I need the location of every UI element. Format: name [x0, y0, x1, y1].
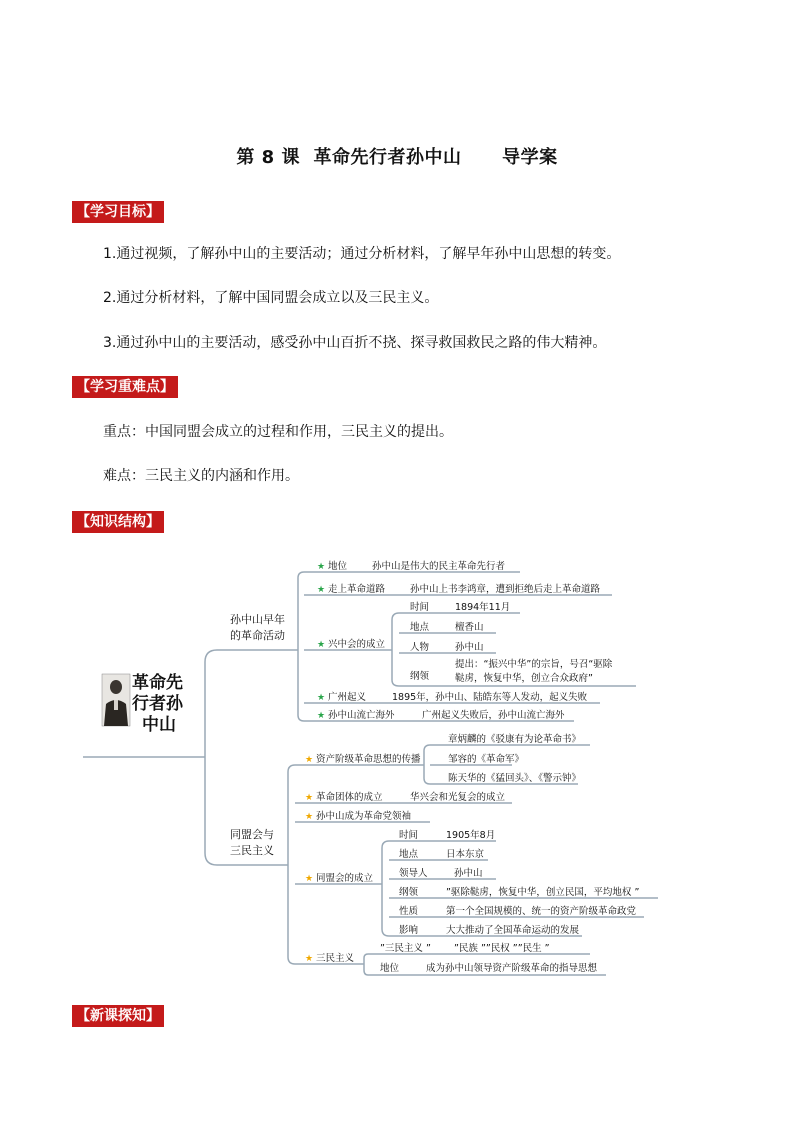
- goal-item-2: 2.通过分析材料，了解中国同盟会成立以及三民主义。: [103, 290, 439, 306]
- xzh-time-text: 1894年11月: [455, 602, 511, 613]
- node-road-label: 走上革命道路: [328, 584, 386, 595]
- node-leader-label: 孙中山成为革命党领袖: [316, 811, 412, 822]
- star-icon: ★: [317, 585, 326, 595]
- smzy-content: ”民族 ””民权 ””民生 ”: [454, 943, 550, 954]
- tmh-program-label: 纲领: [399, 887, 419, 898]
- node-tongmenghui-label: 同盟会的成立: [316, 873, 374, 884]
- section-tag-keypoints: 【学习重难点】: [72, 376, 178, 398]
- tmh-effect-label: 影响: [399, 925, 419, 936]
- branch-early-activities-line2: 的革命活动: [230, 629, 285, 642]
- tmh-nature-label: 性质: [399, 906, 419, 917]
- spread-item-1: 章炳麟的《驳康有为论革命书》: [448, 734, 582, 745]
- tmh-place-label: 地点: [399, 849, 419, 860]
- xzh-program-line1: 提出：“振兴中华”的宗旨，号召“驱除: [455, 659, 613, 670]
- node-status-label: 地位: [328, 561, 348, 572]
- tmh-effect-text: 大大推动了全国革命运动的发展: [446, 925, 580, 936]
- tmh-leader-label: 领导人: [399, 868, 428, 879]
- node-guangzhou-label: 广州起义: [328, 692, 367, 703]
- spread-item-3: 陈天华的《猛回头》、《警示钟》: [448, 773, 582, 784]
- xzh-program-line2: 鞑虏，恢复中华，创立合众政府”: [455, 673, 593, 684]
- branch-tongmenghui-line1: 同盟会与: [230, 828, 274, 841]
- node-sanminzhuyi-label: 三民主义: [316, 953, 355, 964]
- star-icon: ★: [317, 711, 326, 721]
- star-icon: ★: [305, 812, 314, 822]
- xzh-program-label: 纲领: [410, 671, 430, 682]
- xzh-person-label: 人物: [410, 642, 430, 653]
- node-road-text: 孙中山上书李鸿章，遭到拒绝后走上革命道路: [410, 584, 601, 595]
- node-status-text: 孙中山是伟大的民主革命先行者: [372, 561, 506, 572]
- star-icon: ★: [317, 562, 326, 572]
- star-icon: ★: [305, 755, 314, 765]
- tmh-time-text: 1905年8月: [446, 830, 496, 841]
- smzy-name: ”三民主义 ”: [380, 943, 431, 954]
- mindmap-root-line1: 革命先: [132, 673, 183, 693]
- xzh-place-text: 檀香山: [455, 622, 484, 633]
- node-exile-text: 广州起义失败后，孙中山流亡海外: [422, 710, 565, 721]
- branch-early-activities-line1: 孙中山早年: [230, 613, 285, 626]
- tmh-place-text: 日本东京: [446, 849, 485, 860]
- section-tag-structure: 【知识结构】: [72, 511, 164, 533]
- node-spread-label: 资产阶级革命思想的传播: [316, 754, 421, 765]
- mindmap-root-line2: 行者孙: [132, 694, 183, 714]
- section-tag-goals: 【学习目标】: [72, 201, 164, 223]
- xzh-place-label: 地点: [410, 622, 430, 633]
- difficult-point: 难点：三民主义的内涵和作用。: [103, 468, 299, 484]
- page-title: 第 8 课 革命先行者孙中山 导学案: [236, 147, 558, 168]
- node-groups-label: 革命团体的成立: [316, 792, 383, 803]
- star-icon: ★: [317, 693, 326, 703]
- branch-tongmenghui-line2: 三民主义: [230, 844, 274, 857]
- xzh-person-text: 孙中山: [455, 642, 484, 653]
- goal-item-1: 1.通过视频，了解孙中山的主要活动；通过分析材料，了解早年孙中山思想的转变。: [103, 246, 621, 262]
- node-groups-text: 华兴会和光复会的成立: [410, 792, 506, 803]
- tmh-program-text: ”驱除鞑虏，恢复中华，创立民国，平均地权 ”: [446, 887, 640, 898]
- section-tag-explore: 【新课探知】: [72, 1005, 164, 1027]
- portrait-image: [102, 674, 130, 726]
- node-exile-label: 孙中山流亡海外: [328, 710, 395, 721]
- goal-item-3: 3.通过孙中山的主要活动，感受孙中山百折不挠、探寻救国救民之路的伟大精神。: [103, 335, 607, 351]
- node-xingzhonghui-label: 兴中会的成立: [328, 639, 386, 650]
- star-icon: ★: [305, 793, 314, 803]
- xzh-time-label: 时间: [410, 602, 430, 613]
- tmh-time-label: 时间: [399, 830, 419, 841]
- tmh-nature-text: 第一个全国规模的、统一的资产阶级革命政党: [446, 906, 637, 917]
- star-icon: ★: [305, 874, 314, 884]
- smzy-status-label: 地位: [380, 963, 400, 974]
- key-point: 重点：中国同盟会成立的过程和作用，三民主义的提出。: [103, 424, 453, 440]
- spread-item-2: 邹容的《革命军》: [448, 754, 525, 765]
- star-icon: ★: [305, 954, 314, 964]
- mindmap-root-line3: 中山: [142, 715, 176, 735]
- smzy-status-text: 成为孙中山领导资产阶级革命的指导思想: [426, 963, 598, 974]
- star-icon: ★: [317, 640, 326, 650]
- tmh-leader-text: 孙中山: [454, 868, 483, 879]
- node-guangzhou-text: 1895年，孙中山、陆皓东等人发动，起义失败: [392, 692, 588, 703]
